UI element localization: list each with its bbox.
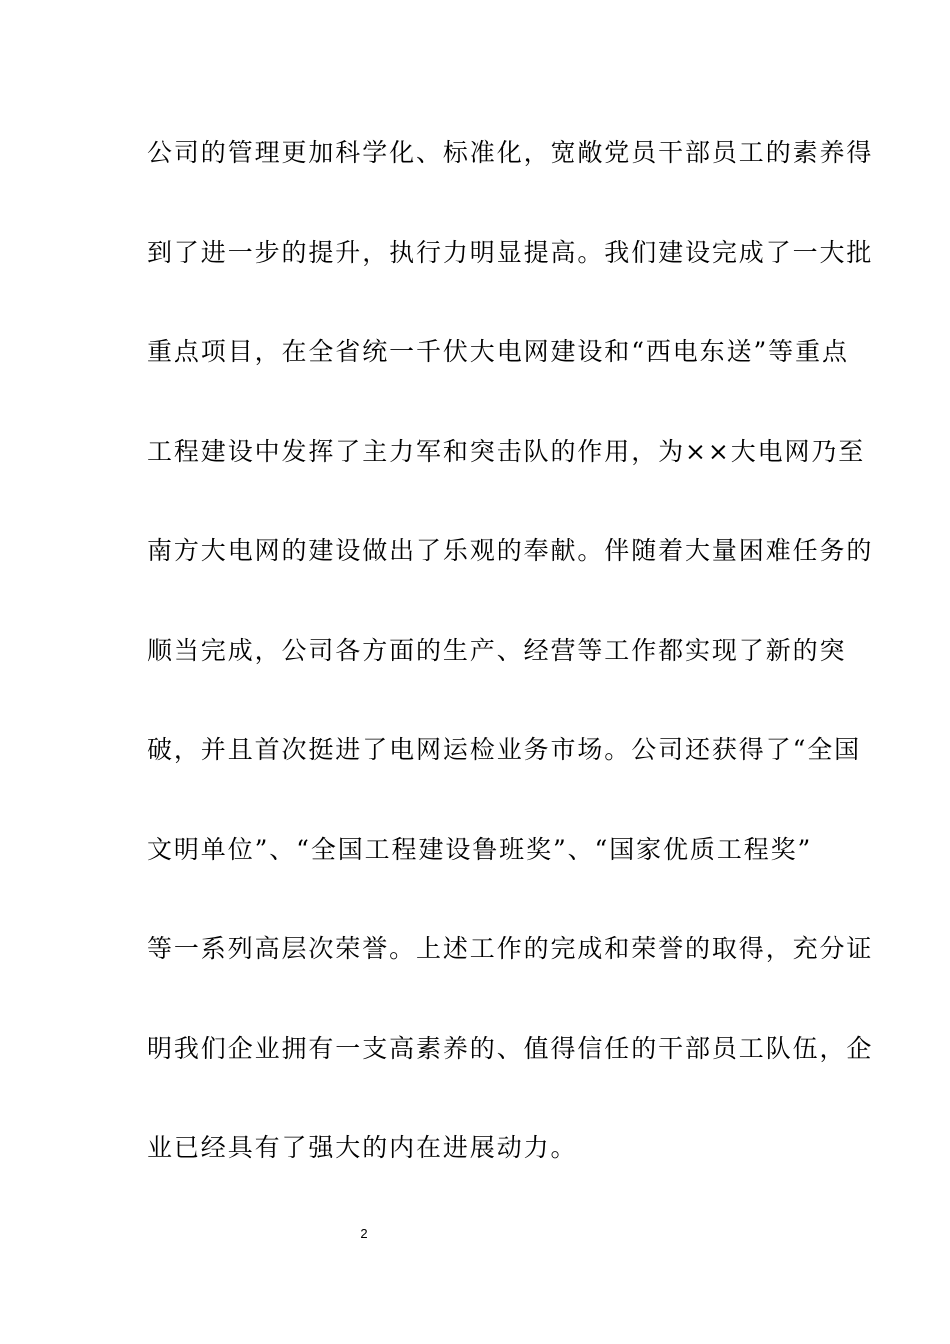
text-line-10: 明我们企业拥有一支高素养的、值得信任的干部员工队伍，企 [147,1033,874,1063]
page-number: 2 [360,1226,368,1241]
text-line-9: 等一系列高层次荣誉。上述工作的完成和荣誉的取得，充分证 [147,934,874,963]
text-line-3: 重点项目，在全省统一千伏大电网建设和“西电东送”等重点 [147,337,849,366]
text-line-2: 到了进一步的提升，执行力明显提高。我们建设完成了一大批 [147,237,874,267]
body-paragraph [147,128,874,1223]
text-line-11: 业已经具有了强大的内在进展动力。 [147,1133,578,1162]
text-line-5: 南方大电网的建设做出了乐观的奉献。伴随着大量困难任务的 [147,536,874,565]
text-line-8: 文明单位”、“全国工程建设鲁班奖”、“国家优质工程奖” [147,834,813,864]
text-line-1: 公司的管理更加科学化、标准化，宽敞党员干部员工的素养得 [147,138,874,167]
text-line-7: 破，并且首次挺进了电网运检业务市场。公司还获得了“全国 [147,735,862,764]
text-line-6: 顺当完成，公司各方面的生产、经营等工作都实现了新的突 [147,635,847,665]
text-line-4: 工程建设中发挥了主力军和突击队的作用，为××大电网乃至 [147,436,866,466]
